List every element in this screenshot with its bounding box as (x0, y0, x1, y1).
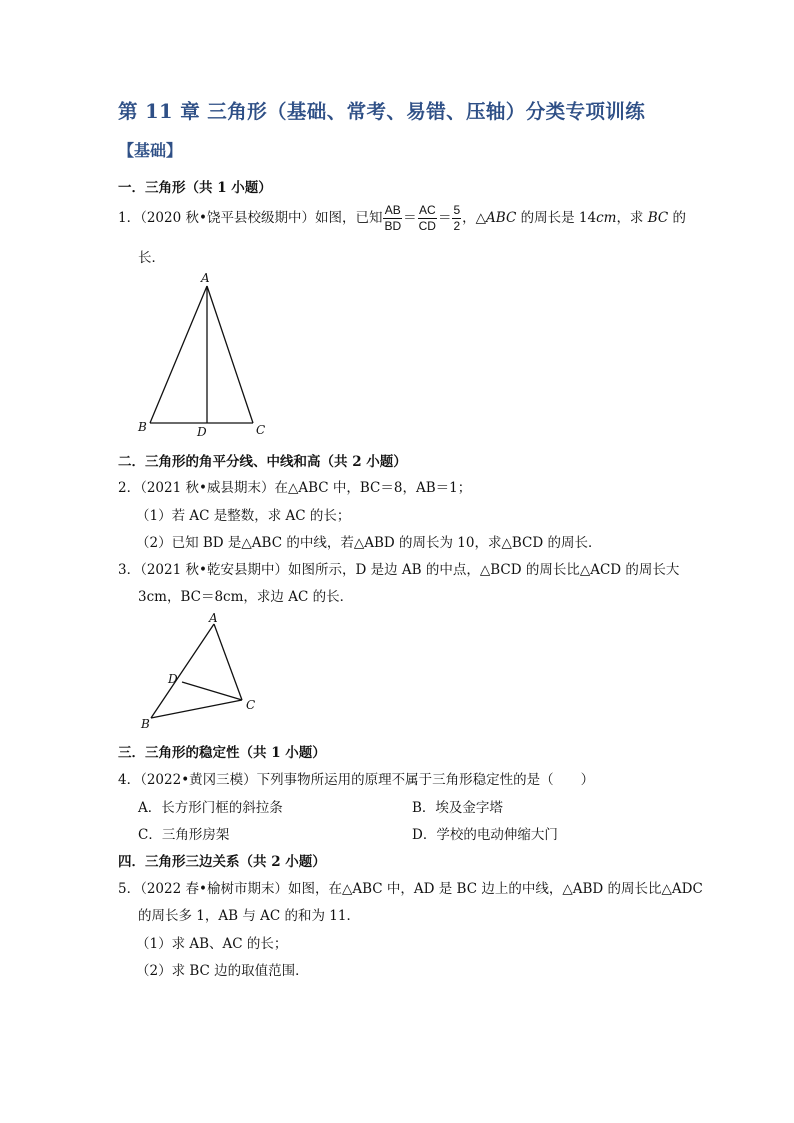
question-1-line-1: 1．（2020 秋•饶平县校级期中）如图，已知 $\frac{AB}{BD}$ ＝ $\frac{AC}{CD}$ ＝ $\frac{5}{2}$ ，△ABC 的周长是 14cm，求 BC 的 (118, 203, 687, 233)
figure-triangle-3 (135, 610, 265, 735)
section-heading-4: 四．三角形三边关系（共 2 小题） (118, 854, 326, 870)
fig1-label-d: D (197, 425, 207, 439)
question-5-line-1: 5．（2022 春•榆树市期末）如图，在△ABC 中，AD 是 BC 边上的中线，△ABD 的周长比△ADC (118, 881, 703, 897)
question-5-part-1: （1）求 AB、AC 的长； (136, 936, 288, 952)
fig1-label-a: A (201, 271, 210, 285)
question-1-line-2: 长． (138, 250, 165, 266)
section-heading-3: 三．三角形的稳定性（共 1 小题） (118, 745, 326, 761)
question-3-line-1: 3．（2021 秋•乾安县期中）如图所示，D 是边 AB 的中点，△BCD 的周长比△ACD 的周长大 (118, 562, 680, 578)
question-2-line-1: 2．（2021 秋•威县期末）在△ABC 中，BC＝8，AB＝1； (118, 480, 472, 496)
fig3-label-d: D (168, 672, 178, 686)
fig3-label-c: C (246, 698, 256, 712)
question-4-line-1: 4．（2022•黄冈三模）下列事物所运用的原理不属于三角形稳定性的是（ ） (118, 772, 595, 788)
question-4-option-a: A．长方形门框的斜拉条 (138, 800, 283, 816)
figure-triangle-1 (130, 268, 280, 443)
section-heading-1: 一．三角形（共 1 小题） (118, 180, 272, 196)
question-1-prefix: 1．（2020 秋•饶平县校级期中）如图，已知 (118, 210, 383, 226)
difficulty-tag: 【基础】 (118, 141, 183, 160)
question-4-option-b: B．埃及金字塔 (412, 800, 503, 816)
question-4-option-c: C．三角形房架 (138, 827, 230, 843)
question-3-line-2: 3cm，BC＝8cm，求边 AC 的长． (138, 589, 354, 605)
fig1-label-b: B (138, 420, 147, 434)
question-2-part-2: （2）已知 BD 是△ABC 的中线，若△ABD 的周长为 10，求△BCD 的周长． (136, 535, 602, 551)
section-heading-2: 二．三角形的角平分线、中线和高（共 2 小题） (118, 454, 407, 470)
fig3-label-b: B (141, 717, 150, 731)
fraction-ac-cd: $\frac{AC}{CD}$ (418, 203, 436, 233)
fraction-ab-bd: $\frac{AB}{BD}$ (384, 203, 402, 233)
fig1-label-c: C (256, 423, 266, 437)
question-4-option-d: D．学校的电动伸缩大门 (412, 827, 558, 843)
question-5-part-2: （2）求 BC 边的取值范围． (136, 963, 309, 979)
fig3-label-a: A (209, 611, 218, 625)
question-2-part-1: （1）若 AC 是整数，求 AC 的长； (136, 508, 351, 524)
question-5-line-2: 的周长多 1，AB 与 AC 的和为 11． (138, 908, 360, 924)
fraction-5-2: $\frac{5}{2}$ (453, 203, 461, 233)
page-title: 第 11 章 三角形（基础、常考、易错、压轴）分类专项训练 (118, 100, 646, 123)
